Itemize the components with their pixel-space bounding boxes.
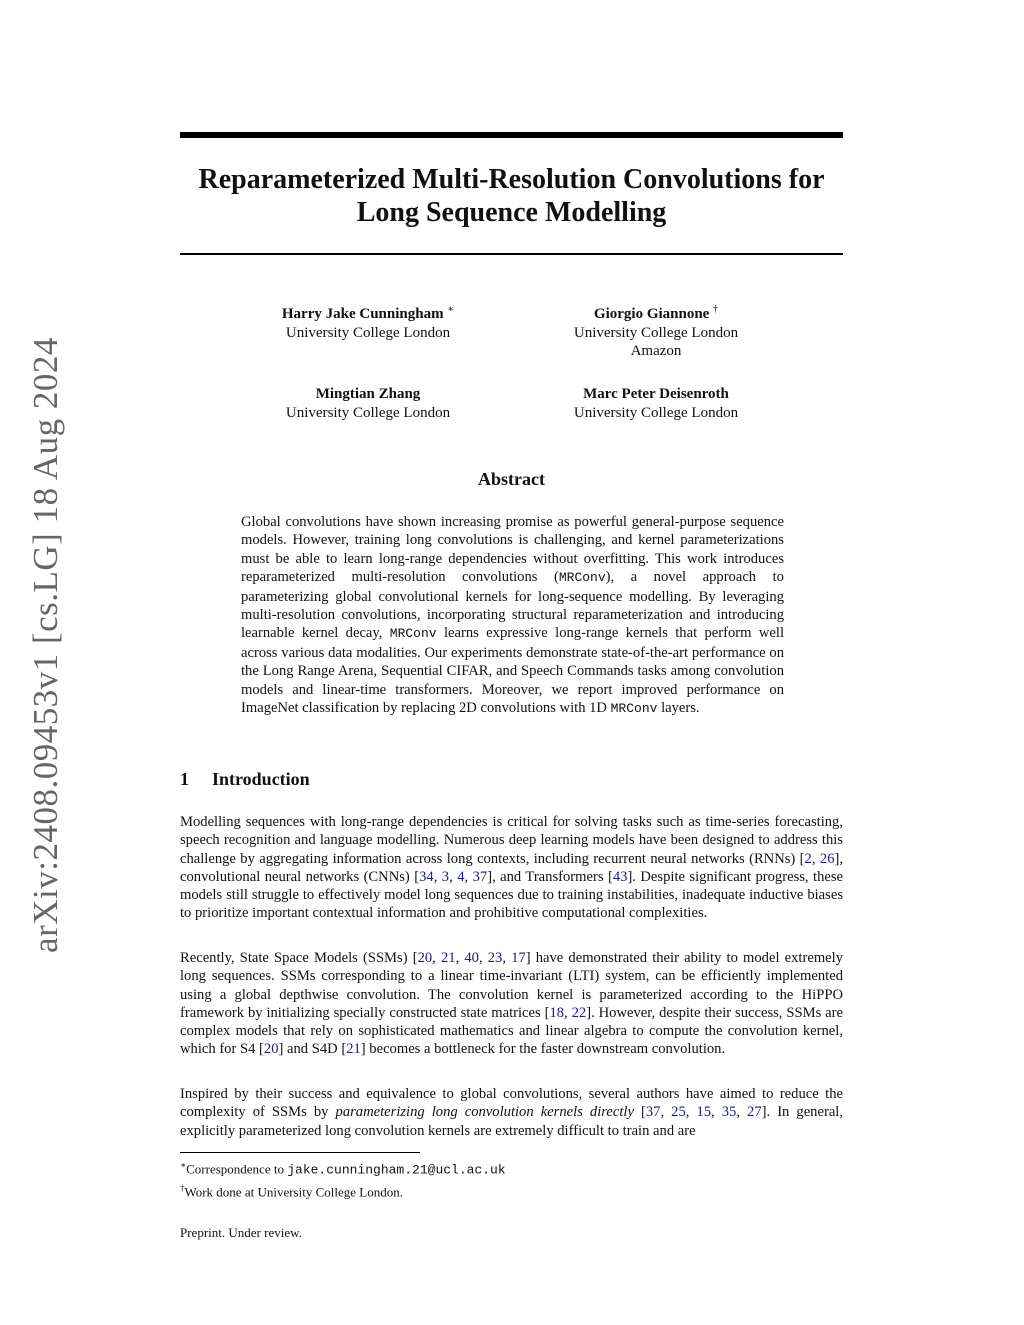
author-block [506, 301, 806, 361]
abstract-segment: Global convolutions have shown increasing promise as powerful general-purpose sequence models. However, training long convolutions is challenging, and kernel parameterizations must be able to learn long-range dependencies without overfitting. This work introduces reparameterized multi-resolution convolutions ( [241, 514, 784, 586]
citation-link[interactable]: 18 [549, 1004, 565, 1021]
citation-link[interactable]: 37 [645, 1104, 661, 1121]
citation-link[interactable]: 15 [696, 1104, 712, 1121]
citation-link[interactable]: 17 [511, 950, 526, 966]
author-affiliation: University College London [285, 324, 451, 341]
abstract-segment: layers. [657, 700, 700, 717]
author-affiliation-2: Amazon [630, 343, 682, 359]
footnote-2 [180, 1179, 843, 1201]
citation-link[interactable]: 25 [671, 1104, 686, 1121]
citation-link[interactable]: 23 [487, 950, 503, 966]
text-segment: ]. However, despite their success, SSMs are complex models that rely on sophisticated mathematics and linear algebra to compute the convolution kernel, which for S4 [ [180, 1004, 843, 1058]
abstract-text [241, 513, 784, 718]
footnote-mark: ∗ [180, 1160, 187, 1170]
citation-link[interactable]: 21 [346, 1041, 361, 1058]
text-segment: ], and Transformers [ [487, 868, 613, 885]
citation-link[interactable]: 21 [440, 950, 456, 966]
text-segment: ]. In general, explicitly parameterized long convolution kernels are extremely difficult to train and are [180, 1104, 844, 1139]
citation-link[interactable]: 43 [612, 868, 628, 885]
abstract-segment: learns expressive long-range kernels that perform well across various data modalities. Our experiments demonstrate state-of-the-art performance on the Long Range Arena, Sequential CIFAR, and Speech Commands tasks among convolution models and linear-time transformers. Moreover, we report improved performance on ImageNet classification by replacing 2D convolutions with 1D [241, 625, 784, 717]
author-name: Marc Peter Deisenroth [583, 386, 729, 402]
author-block [218, 301, 518, 342]
abstract-segment: ), a novel approach to parameterizing global convolutional kernels for long-sequence modelling. By leveraging multi-resolution convolutions, incorporating structural reparameterization and introducing learnable kernel decay, [241, 569, 784, 642]
title-rule-bottom [180, 253, 843, 255]
citation-link[interactable]: 20 [263, 1041, 279, 1058]
citation-link[interactable]: 27 [747, 1104, 762, 1121]
emphasis-text: parameterizing long convolution kernels directly [335, 1104, 634, 1121]
citation-link[interactable]: 26 [819, 850, 835, 867]
author-name: Harry Jake Cunningham [281, 306, 444, 322]
arxiv-identifier[interactable]: arXiv:2408.09453v1 [cs.LG] 18 Aug 2024 [26, 337, 65, 953]
citation-link[interactable]: 34 [419, 868, 434, 885]
text-segment: ], convolutional neural networks (CNNs) [ [180, 850, 843, 885]
text-segment: [ [633, 1104, 646, 1121]
author-affiliation: University College London [573, 324, 739, 341]
text-segment: Modelling sequences with long-range dependencies is critical for solving tasks such as time-series forecasting, speech recognition and language modelling. Numerous deep learning models have been designed to address this challenge by aggregating information across long contexts, including recurrent neural networks (RNNs) [ [180, 814, 843, 867]
preprint-note: Preprint. Under review. [180, 1225, 302, 1240]
citation-link[interactable]: 20 [417, 950, 433, 966]
citation-link[interactable]: 3 [441, 868, 450, 885]
author-mark: † [713, 304, 719, 315]
citation-link[interactable]: 40 [464, 950, 479, 966]
code-term: MRConv [389, 626, 437, 642]
author-name: Mingtian Zhang [315, 386, 421, 402]
citation-link[interactable]: 4 [457, 868, 465, 885]
text-segment: Inspired by their success and equivalence to global convolutions, several authors have aimed to reduce the complexity of SSMs by [180, 1086, 843, 1121]
title-rule-top [180, 132, 843, 138]
author-block [506, 385, 806, 422]
author-affiliation: University College London [285, 404, 451, 421]
section-title: Introduction [212, 769, 310, 789]
intro-paragraph-1: Modelling sequences with long-range dependencies is critical for solving tasks such as time-series forecasting, speech recognition and language modelling. Numerous deep learning models have been designed to address this challenge by aggregating information across long contexts, including recurrent neural networks (RNNs) [2, 26], convolutional neural networks (CNNs) [34, 3, 4, 37], and Transformers [43]. Despite significant progress, these models still struggle to effectively model long sequences due to training instabilities, inadequate inductive biases to prioritize important contextual information and prohibitive computational complexities. [180, 814, 844, 922]
text-segment: ]. Despite significant progress, these models still struggle to effectively model long sequences due to training instabilities, inadequate inductive biases to prioritize important contextual information and prohibitive computational complexities. [180, 868, 844, 922]
code-term: MRConv [610, 701, 658, 717]
author-mark: ∗ [447, 304, 455, 315]
footnote-text: Correspondence to [186, 1161, 288, 1177]
citation-link[interactable]: 2 [804, 850, 812, 867]
text-segment: ] and S4D [ [278, 1041, 347, 1058]
citation-link[interactable]: 22 [571, 1004, 587, 1021]
author-affiliation: University College London [573, 404, 739, 421]
text-segment: ] becomes a bottleneck for the faster downstream convolution. [360, 1041, 726, 1058]
intro-paragraph-3: Inspired by their success and equivalence to global convolutions, several authors have aimed to reduce the complexity of SSMs by parameterizing long convolution kernels directly [37, 25, 15, 35, 27]. In general, explicitly parameterized long convolution kernels are extremely difficult to train and are [180, 1086, 844, 1139]
author-block [218, 385, 518, 422]
citation-link[interactable]: 35 [721, 1104, 737, 1121]
paper-title [180, 163, 843, 229]
title-line-1: Reparameterized Multi-Resolution Convolutions for [198, 164, 825, 195]
footnote-text: Work done at University College London. [184, 1184, 403, 1200]
footnote-1 [180, 1156, 843, 1179]
text-segment: ] have demonstrated their ability to model extremely long sequences. SSMs corresponding to a linear time-invariant (LTI) system, can be efficiently implemented using a global depthwise convolution. The convolution kernel is parameterized according to the HiPPO framework by initializing specially constructed state matrices [ [180, 950, 843, 1021]
code-term: MRConv [558, 570, 606, 586]
abstract-heading: Abstract [478, 469, 545, 489]
section-heading [180, 769, 310, 790]
footnote-rule [180, 1152, 420, 1153]
footnote-mark: † [180, 1183, 185, 1194]
intro-paragraph-2: Recently, State Space Models (SSMs) [20, 21, 40, 23, 17] have demonstrated their ability to model extremely long sequences. SSMs corresponding to a linear time-invariant (LTI) system, can be efficiently implemented using a global depthwise convolution. The convolution kernel is parameterized according to the HiPPO framework by initializing specially constructed state matrices [18, 22]. However, despite their success, SSMs are complex models that rely on sophisticated mathematics and linear algebra to compute the convolution kernel, which for S4 [20] and S4D [21] becomes a bottleneck for the faster downstream convolution. [180, 950, 843, 1058]
citation-link[interactable]: 37 [472, 868, 488, 885]
email-link[interactable]: jake.cunningham.21@ucl.ac.uk [287, 1162, 506, 1178]
footnotes [180, 1156, 843, 1202]
text-segment: Recently, State Space Models (SSMs) [ [180, 950, 418, 966]
title-line-2: Long Sequence Modelling [356, 197, 667, 228]
section-number: 1 [180, 769, 189, 789]
author-name: Giorgio Giannone [593, 306, 710, 322]
